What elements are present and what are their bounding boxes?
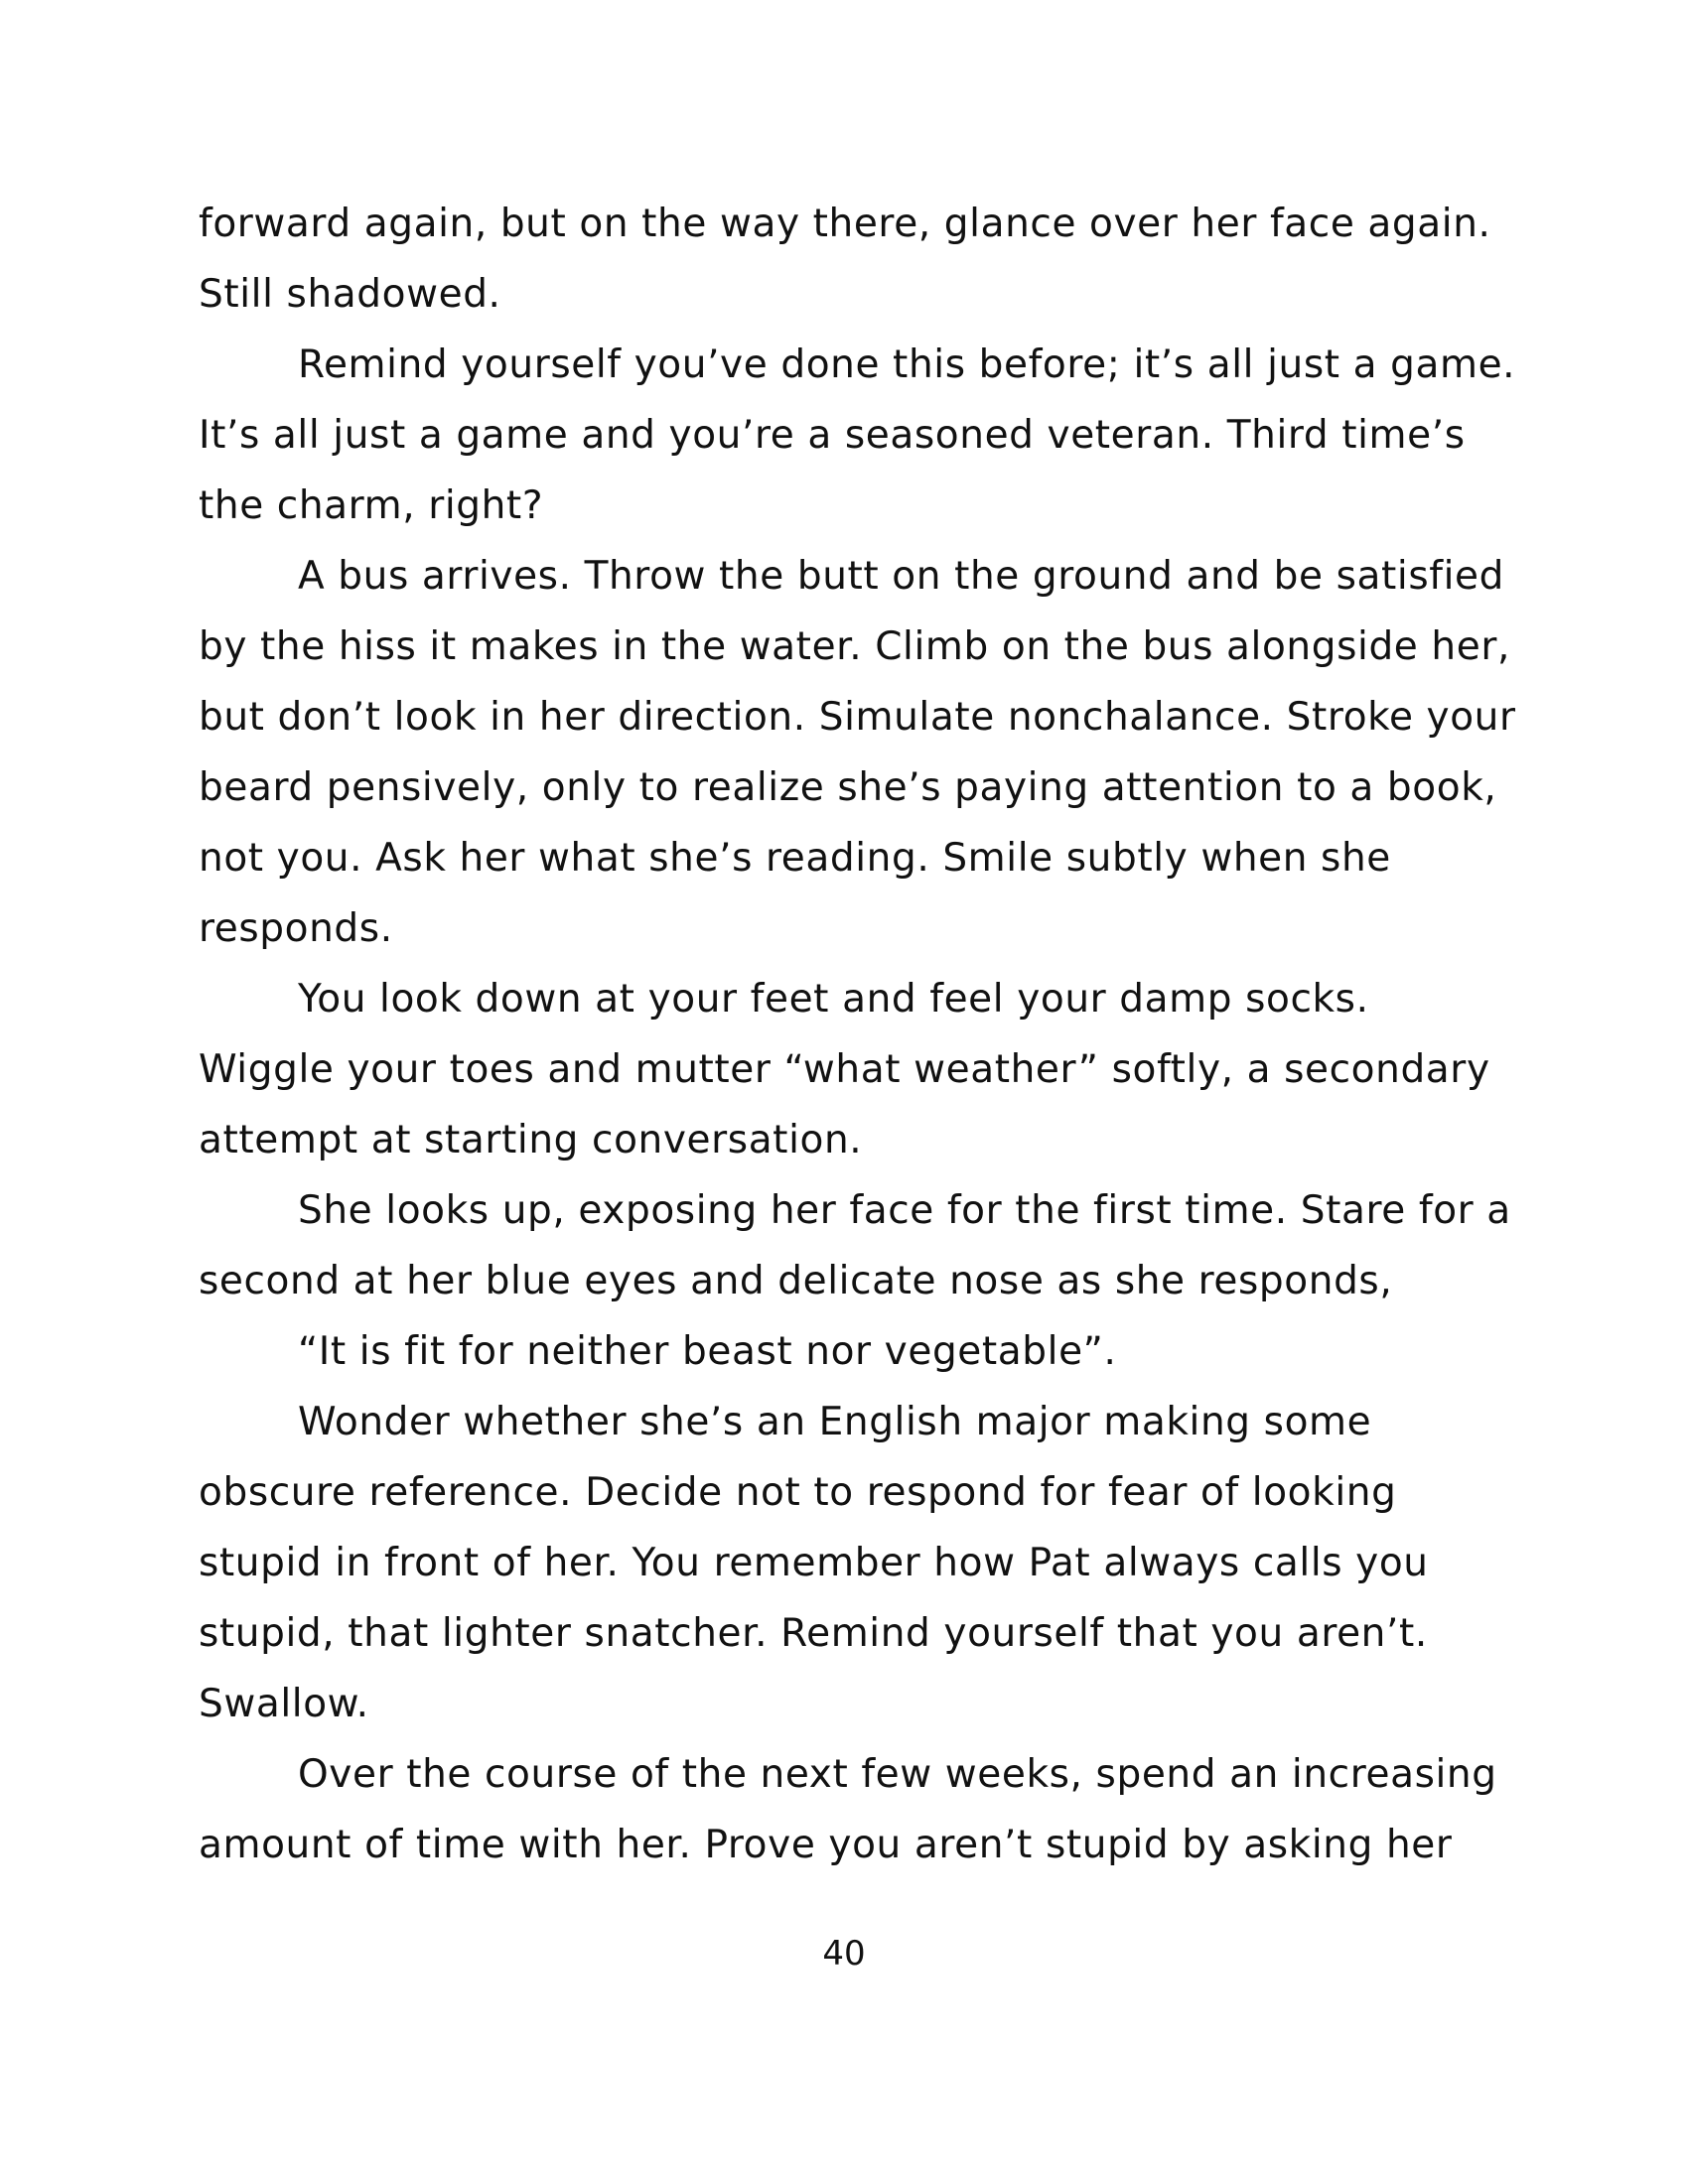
text-line: Wiggle your toes and mutter “what weather” softly, a secondary xyxy=(199,1047,1490,1092)
text-line: attempt at starting conversation. xyxy=(199,1118,863,1162)
text-line: obscure reference. Decide not to respond for fear of looking xyxy=(199,1470,1397,1515)
page-number: 40 xyxy=(822,1934,866,1974)
text-line: forward again, but on the way there, glance over her face again. xyxy=(199,202,1491,246)
text-line: the charm, right? xyxy=(199,483,544,528)
text-line: A bus arrives. Throw the butt on the ground and be satisfied xyxy=(298,554,1504,599)
text-line: responds. xyxy=(199,906,393,951)
text-line: Wonder whether she’s an English major making some xyxy=(298,1400,1372,1444)
text-line: Still shadowed. xyxy=(199,272,501,317)
text-line: not you. Ask her what she’s reading. Smile subtly when she xyxy=(199,836,1391,881)
text-line: She looks up, exposing her face for the first time. Stare for a xyxy=(298,1188,1511,1233)
text-line: amount of time with her. Prove you aren’t stupid by asking her xyxy=(199,1823,1453,1867)
text-line: stupid, that lighter snatcher. Remind yourself that you aren’t. xyxy=(199,1611,1428,1656)
text-line: beard pensively, only to realize she’s paying attention to a book, xyxy=(199,765,1497,810)
text-line: It’s all just a game and you’re a seasoned veteran. Third time’s xyxy=(199,413,1466,458)
text-line: but don’t look in her direction. Simulate nonchalance. Stroke your xyxy=(199,695,1516,740)
text-line: second at her blue eyes and delicate nose as she responds, xyxy=(199,1259,1393,1303)
text-line: by the hiss it makes in the water. Climb on the bus alongside her, xyxy=(199,624,1510,669)
body-text xyxy=(199,189,1516,1880)
text-line: “It is fit for neither beast nor vegetable”. xyxy=(298,1329,1117,1374)
text-line: stupid in front of her. You remember how Pat always calls you xyxy=(199,1541,1429,1585)
text-line: You look down at your feet and feel your damp socks. xyxy=(298,977,1369,1022)
text-line: Swallow. xyxy=(199,1682,369,1726)
text-line: Remind yourself you’ve done this before; it’s all just a game. xyxy=(298,342,1516,387)
text-line: Over the course of the next few weeks, spend an increasing xyxy=(298,1752,1497,1797)
